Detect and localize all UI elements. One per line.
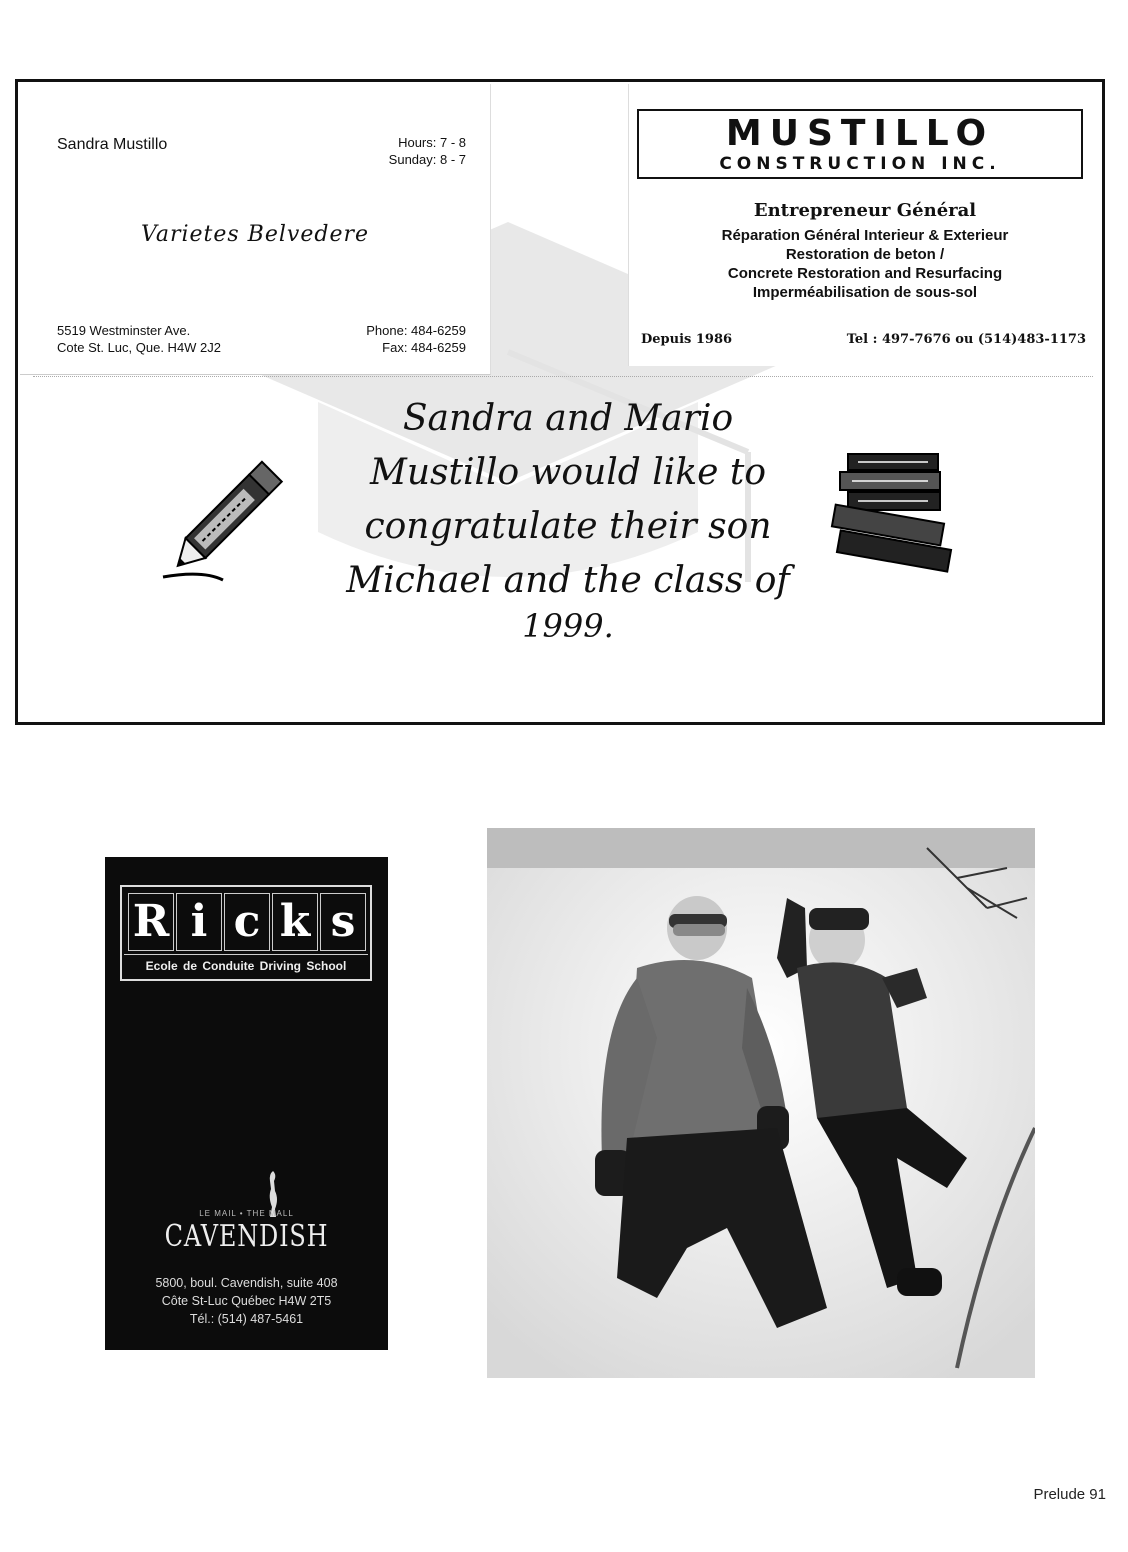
separator-line bbox=[33, 376, 1093, 377]
address-line-2: Cote St. Luc, Que. H4W 2J2 bbox=[57, 340, 222, 355]
ricks-letters bbox=[128, 893, 366, 951]
hours-weekday: Hours: 7 - 8 bbox=[398, 135, 466, 150]
congratulations-message bbox=[298, 392, 838, 608]
address-line-1: 5800, boul. Cavendish, suite 408 bbox=[155, 1276, 338, 1290]
ricks-address bbox=[105, 1274, 388, 1328]
company-logo bbox=[637, 109, 1083, 179]
service-line: Concrete Restoration and Resurfacing bbox=[727, 265, 1003, 282]
message-line: Sandra and Mario bbox=[402, 398, 734, 439]
snow-photo bbox=[487, 828, 1035, 1378]
logo-letter: R bbox=[128, 893, 174, 951]
founded-year: Depuis 1986 bbox=[641, 332, 733, 347]
store-phone: Phone: 484-6259 bbox=[366, 323, 466, 338]
owner-name: Sandra Mustillo bbox=[57, 136, 168, 153]
congratulations-ad bbox=[15, 79, 1105, 725]
ricks-logo bbox=[120, 885, 372, 981]
service-line: Réparation Général Interieur & Exterieur bbox=[721, 227, 1009, 244]
company-phone: Tel : 497-7676 ou (514)483-1173 bbox=[846, 332, 1086, 347]
mustillo-construction-card bbox=[628, 84, 1101, 366]
store-contact bbox=[366, 322, 466, 356]
store-name: Varietes Belvedere bbox=[140, 222, 369, 247]
company-title: Entrepreneur Général bbox=[753, 200, 977, 221]
ricks-tagline: Ecole de Conduite Driving School bbox=[124, 954, 368, 977]
message-line: congratulate their son bbox=[364, 506, 772, 547]
service-line: Imperméabilisation de sous-sol bbox=[752, 284, 978, 301]
service-line: Restoration de beton / bbox=[785, 246, 945, 263]
mall-subtitle: LE MAIL • THE MALL bbox=[199, 1209, 294, 1218]
store-fax: Fax: 484-6259 bbox=[382, 340, 466, 355]
store-hours bbox=[389, 134, 466, 168]
hours-sunday: Sunday: 8 - 7 bbox=[388, 152, 466, 167]
address-line-1: 5519 Westminster Ave. bbox=[57, 323, 191, 338]
logo-letter: i bbox=[176, 893, 222, 951]
varietes-belvedere-card bbox=[20, 84, 491, 375]
page-number: Prelude 91 bbox=[1033, 1486, 1106, 1503]
logo-letter: s bbox=[320, 893, 366, 951]
ricks-driving-school-ad bbox=[105, 857, 388, 1350]
logo-sub-text: CONSTRUCTION INC. bbox=[719, 154, 1001, 174]
pencil-icon bbox=[153, 452, 303, 582]
logo-letter: k bbox=[272, 893, 318, 951]
message-line: Michael and the class of bbox=[346, 560, 790, 601]
store-address bbox=[57, 322, 221, 356]
address-line-2: Côte St-Luc Québec H4W 2T5 bbox=[161, 1294, 332, 1308]
services-list bbox=[629, 226, 1101, 302]
logo-main-text: MUSTILLO bbox=[725, 113, 995, 154]
logo-letter: c bbox=[224, 893, 270, 951]
message-line: Mustillo would like to bbox=[369, 452, 767, 493]
books-icon bbox=[818, 444, 968, 584]
ricks-phone: Tél.: (514) 487-5461 bbox=[189, 1312, 304, 1326]
mall-name: CAVENDISH bbox=[164, 1219, 329, 1254]
class-year: 1999. bbox=[522, 607, 614, 645]
